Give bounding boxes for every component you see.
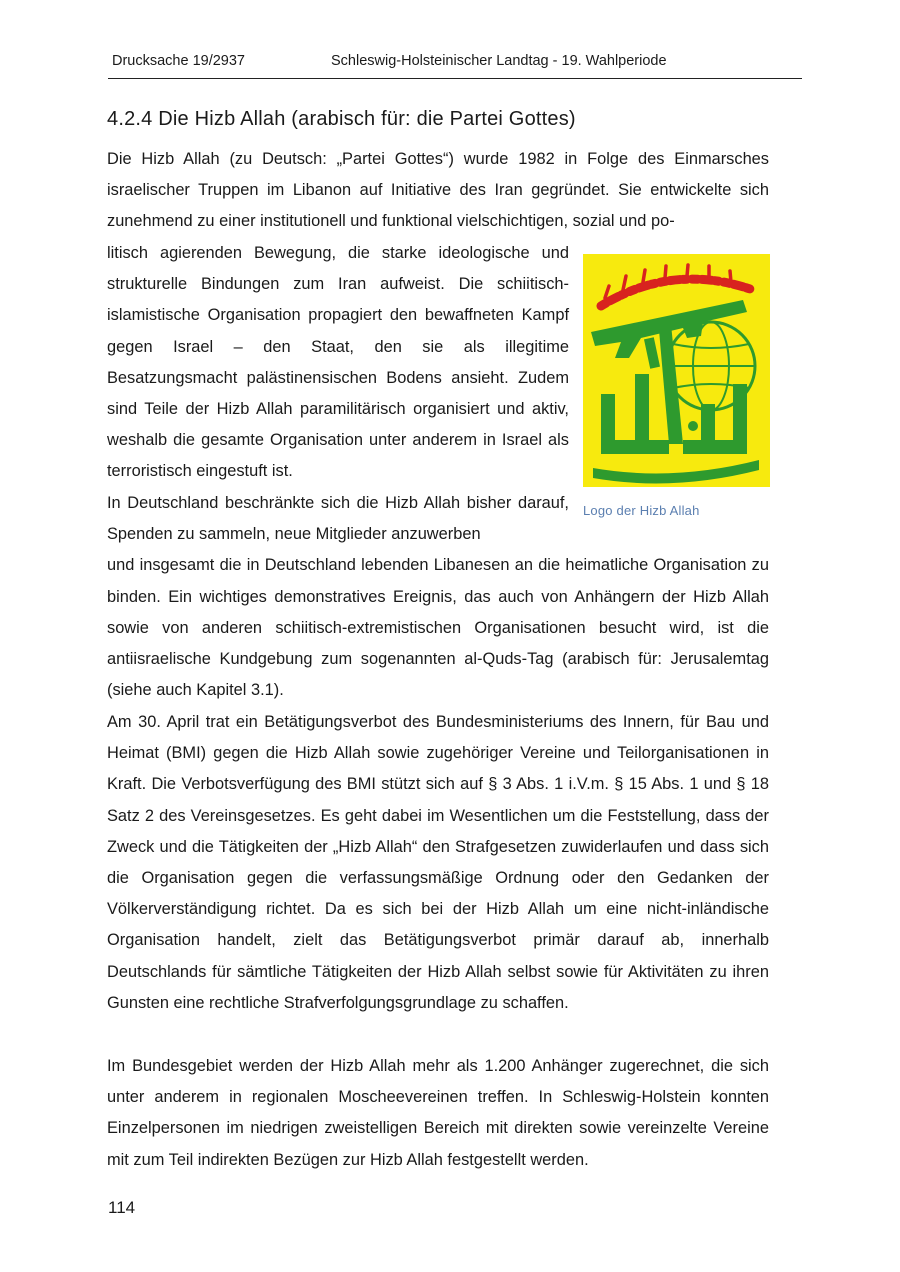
figure-caption: Logo der Hizb Allah (583, 503, 700, 518)
paragraph-germany-part2: und insgesamt die in Deutschland lebenden Libanesen an die heimatliche Organisation zu binden. Ein wichtiges demonstratives Ereignis, das auch von Anhängern der Hizb Allah sowie von anderen schiitisch-extremistischen Organisationen besucht wird, ist die antiisraelische Kundgebung zum sogenannten al-Quds-Tag (arabisch für: Jerusalemtag (siehe auch Kapitel 3.1). (107, 556, 769, 700)
paragraph-ban: Am 30. April trat ein Betätigungsverbot des Bundesministeriums des Innern, für Bau und Heimat (BMI) gegen die Hizb Allah sowie zugehöriger Vereine und Teilorganisationen in Kraft. Die Verbotsverfügung des BMI stützt sich auf § 3 Abs. 1 i.V.m. § 15 Abs. 1 und § 18 Satz 2 des Vereinsgesetzes. Es geht dabei im Wesentlichen um die Feststellung, dass der Zweck und die Tätigkeiten der „Hizb Allah“ den Strafgesetzen zuwiderlaufen und dass sich die Organisation gegen die verfassungsmäßige Ordnung oder den Gedanken der Völkerverständigung richtet. Da es sich bei der Hizb Allah um eine nicht-inländische Organisation handelt, zielt das Betätigungsverbot primär darauf ab, innerhalb Deutschlands für sämtliche Tätigkeiten der Hizb Allah selbst sowie für Aktivitäten zu ihren Gunsten eine rechtliche Strafverfolgungsgrundlage zu schaffen. (107, 713, 769, 1012)
page-number: 114 (108, 1198, 136, 1217)
header-institution: Schleswig-Holsteinischer Landtag - 19. Wahlperiode (331, 53, 667, 69)
paragraph-founding: Die Hizb Allah (zu Deutsch: „Partei Gottes“) wurde 1982 in Folge des Einmarsches israelischer Truppen im Libanon auf Initiative des Iran gegründet. Sie entwickelte sich zunehmend zu einer institutionell und funktional vielschichtigen, sozial und po- (107, 150, 769, 231)
hizb-allah-logo-image (583, 254, 770, 487)
paragraph-germany-part1: In Deutschland beschränkte sich die Hizb Allah bisher darauf, Spenden zu sammeln, neue Mitglieder anzuwerben (107, 494, 569, 544)
paragraph-supporters: Im Bundesgebiet werden der Hizb Allah mehr als 1.200 Anhänger zugerechnet, die sich unter anderem in regionalen Moscheevereinen treffen. In Schleswig-Holstein konnten Einzelpersonen im niedrigen zweistelligen Bereich mit direkten sowie vereinzelte Vereine mit zum Teil indirekten Bezügen zur Hizb Allah festgestellt werden. (107, 1057, 769, 1169)
hizb-allah-logo-icon (583, 254, 770, 487)
document-number: Drucksache 19/2937 (112, 53, 245, 69)
page-header (108, 52, 802, 79)
paragraph-ideology: litisch agierenden Bewegung, die starke ideologische und strukturelle Bindungen zum Iran aufweist. Die schiitisch-islamistische Organisation propagiert den bewaffneten Kampf gegen Israel – den Staat, den sie als illegitime Besatzungsmacht palästinensischen Bodens ansieht. Zudem sind Teile der Hizb Allah paramilitärisch organisiert und aktiv, weshalb die gesamte Organisation unter anderem in Israel als terroristisch eingestuft ist. (107, 244, 569, 481)
paragraph-germany (107, 488, 769, 706)
section-title: 4.2.4 Die Hizb Allah (arabisch für: die Partei Gottes) (107, 108, 576, 130)
